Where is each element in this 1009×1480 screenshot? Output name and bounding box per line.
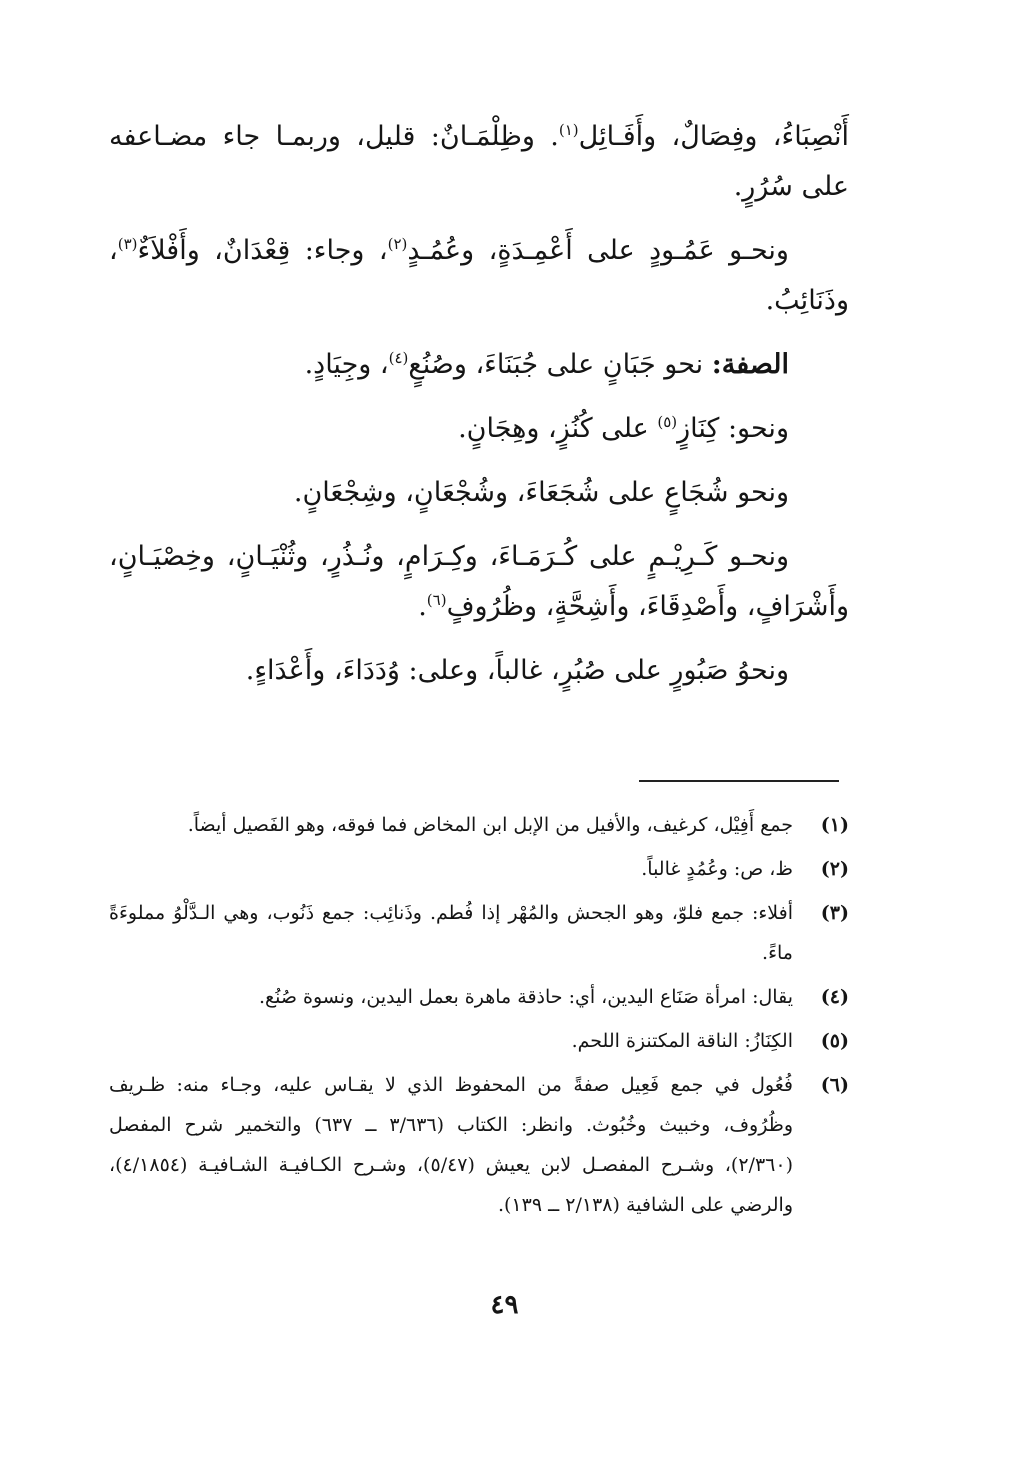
paragraph-7: ونحوُ صَبُورٍ على صُبُرٍ، غالباً، وعلى: وُدَدَاءَ، وأَعْدَاءٍ. <box>245 655 789 686</box>
paragraph-6-text-b: . <box>418 591 427 622</box>
paragraph-1-text-a: أَنْصِبَاءُ، وفِصَالٌ، وأَفَـائِل <box>578 121 850 152</box>
footnote-text: الكِنَازُ: الناقة المكتنزة اللحم. <box>571 1030 793 1052</box>
paragraph-1-text-b: . وظِلْمَـانٌ: قليل، وربمـا جاء مضـاعفه على سُرُرٍ. <box>109 121 849 202</box>
footnote-number: (٣) <box>820 902 849 924</box>
paragraph-3-text-b: ، وجِيَادٍ. <box>304 349 389 380</box>
footnote-ref-3[interactable]: (٣) <box>117 235 138 253</box>
paragraph-2-text-c: ، وذَنَائِبُ. <box>109 235 849 316</box>
paragraph-4-text-b: على كُنُزٍ، وهِجَانٍ. <box>458 413 658 444</box>
footnote-text: يقال: امرأة صَنَاع اليدين، أي: حاذقة ماهرة بعمل اليدين، ونسوة صُنُع. <box>258 986 793 1008</box>
footnote-5 <box>109 1021 849 1061</box>
paragraph-2-text-a: ونحـو عَمُـودٍ على أَعْمِـدَةٍ، وعُمُـدٍ <box>407 235 789 266</box>
footnote-text: جمع أَفِيْل، كرغيف، والأفيل من الإبل ابن المخاض فما فوقه، وهو الفَصيل أيضاً. <box>187 814 793 836</box>
footnote-text: فُعُول في جمع فَعِيل صفةً من المحفوظ الذي لا يقـاس عليه، وجـاء منه: ظـريف وظُرُوف، وخبيث وخُبُوث. وانظر: الكتاب (٣/٦٣٦ ــ ٦٣٧) والتخمير شرح المفصل (٢/٣٦٠)، وشـرح المفصـل لابن يعيش (٥/٤٧)، وشـرح الكـافيـة الشـافيـة (٤/١٨٥٤)، والرضي على الشافية (٢/١٣٨ ــ ١٣٩). <box>109 1074 794 1216</box>
footnotes <box>109 805 849 1229</box>
paragraph-6-text-a: ونحـو كَـرِيْـمٍ على كُـرَمَـاءَ، وكِـرَامٍ، ونُـذُرٍ، وثُنْيَـانٍ، وخِصْيَـانٍ، وأَشْرَافٍ، وأَصْدِقَاءَ، وأَشِحَّةٍ، وظُرُوفٍ <box>109 541 849 622</box>
footnote-3 <box>109 893 849 973</box>
paragraph-1 <box>109 112 849 212</box>
footnote-text: ظ، ص: وعُمُدٍ غالباً. <box>641 858 793 880</box>
section-label: الصفة: <box>711 349 789 380</box>
footnote-ref-6[interactable]: (٦) <box>426 591 447 609</box>
footnote-ref-4[interactable]: (٤) <box>388 349 409 367</box>
paragraph-2-text-b: ، وجاء: قِعْدَانٌ، وأَفْلاَءٌ <box>137 235 388 266</box>
footnote-number: (٢) <box>820 858 849 880</box>
paragraph-6 <box>109 532 849 632</box>
paragraph-4-text-a: ونحو: كِنَازٍ <box>677 413 789 444</box>
footnote-6 <box>109 1065 849 1225</box>
paragraph-3 <box>109 340 849 390</box>
paragraph-2 <box>109 226 849 326</box>
footnote-ref-5[interactable]: (٥) <box>657 413 678 431</box>
footnote-4 <box>109 977 849 1017</box>
footnote-ref-1[interactable]: (١) <box>558 121 579 139</box>
footnote-number: (٤) <box>820 986 849 1008</box>
main-text <box>109 112 849 710</box>
page-number: ٤٩ <box>490 1290 519 1320</box>
footnote-number: (٦) <box>820 1074 849 1096</box>
paragraph-4 <box>109 404 849 454</box>
footnote-number: (٥) <box>820 1030 849 1052</box>
footnote-number: (١) <box>820 814 849 836</box>
footnote-separator <box>639 780 839 782</box>
footnote-2 <box>109 849 849 889</box>
footnote-1 <box>109 805 849 845</box>
footnote-ref-2[interactable]: (٢) <box>387 235 408 253</box>
paragraph-3-text-a: نحو جَبَانٍ على جُبَنَاءَ، وصُنُعٍ <box>408 349 712 380</box>
footnote-text: أفلاء: جمع فلوّ، وهو الجحش والمُهْر إذا فُطم. وذَنائِب: جمع ذَنُوب، وهي الـدَّلْوُ مملوءَةً ماءً. <box>109 902 793 964</box>
paragraph-5: ونحو شُجَاعٍ على شُجَعَاءَ، وشُجْعَانٍ، وشِجْعَانٍ. <box>293 477 789 508</box>
